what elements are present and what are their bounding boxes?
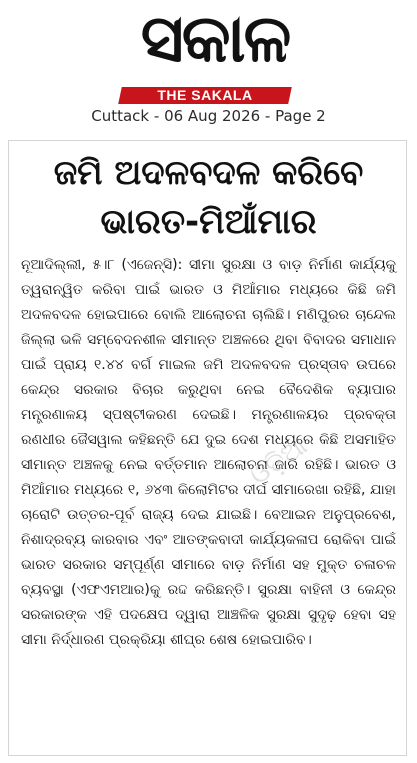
dateline: Cuttack - 06 Aug 2026 - Page 2 <box>91 107 326 125</box>
article-headline <box>9 149 407 247</box>
logo-tagline: THE SAKALA <box>157 87 253 103</box>
headline-line-2: ଭାରତ-ମିଆଁମାର <box>100 202 317 242</box>
newspaper-logo: ସକାଳ <box>140 0 290 77</box>
watermark: ଓଡ଼ିଆ <box>244 430 313 492</box>
masthead <box>0 0 417 102</box>
article-clipping <box>8 140 407 756</box>
headline-line-1: ଜମି ଅଦଳବଦଳ କରିବେ <box>53 153 364 193</box>
article-body: ନୂଆଦିଲ୍ଲୀ, ୫।୮ (ଏଜେନ୍ସି): ସୀମା ସୁରକ୍ଷା ଓ ବାଡ଼ ନିର୍ମାଣ କାର୍ଯ୍ୟକୁ ତ୍ୱରାନ୍ୱିତ କରିବା ପାଇଁ ଭାରତ ଓ ମିଆଁମାର ମଧ୍ୟରେ କିଛି ଜମି ଅଦଳବଦଳ ହୋଇପାରେ ବୋଲି ଆଲୋଚନା ଚାଲିଛି। ମଣିପୁରର ଚାନ୍ଦେଲ ଜିଲ୍ଲା ଭଳି ସମ୍ବେଦନଶୀଳ ସୀମାନ୍ତ ଅଞ୍ଚଳରେ ଥିବା ବିବାଦର ସମାଧାନ ପାଇଁ ପ୍ରାୟ ୧.୪୪ ବର୍ଗ ମାଇଲ ଜମି ଅଦଳବଦଳ ପ୍ରସ୍ତାବ ଉପରେ କେନ୍ଦ୍ର ସରକାର ବିଚାର କରୁଥିବା ନେଇ ବୈଦେଶିକ ବ୍ୟାପାର ମନ୍ତ୍ରଣାଳୟ ସ୍ପଷ୍ଟୀକରଣ ଦେଇଛି। ମନ୍ତ୍ରଣାଳୟର ପ୍ରବକ୍ତା ରଣଧୀର ଜୈସୱାଲ କହିଛନ୍ତି ଯେ ଦୁଇ ଦେଶ ମଧ୍ୟରେ କିଛି ଅସମାହିତ ସୀମାନ୍ତ ଅଞ୍ଚଳକୁ ନେଇ ବର୍ତ୍ତମାନ ଆଲୋଚନା ଜାରି ରହିଛି। ଭାରତ ଓ ମିଆଁମାର ମଧ୍ୟରେ ୧, ୬୪୩ କିଲୋମିଟର ଦୀର୍ଘ ସୀମାରେଖା ରହିଛି, ଯାହା ଚାରୋଟି ଉତ୍ତର-ପୂର୍ବ ରାଜ୍ୟ ଦେଇ ଯାଇଛି। ବେଆଇନ ଅନୁପ୍ରବେଶ, ନିଶାଦ୍ରବ୍ୟ କାରବାର ଏବଂ ଆତଙ୍କବାଦୀ କାର୍ଯ୍ୟକଳାପ ରୋକିବା ପାଇଁ ଭାରତ ସରକାର ସମ୍ପୂର୍ଣ୍ଣ ସୀମାରେ ବାଡ଼ ନିର୍ମାଣ ସହ ମୁକ୍ତ ଚଳାଚଳ ବ୍ୟବସ୍ଥା (ଏଫଏମଆର)କୁ ରଦ୍ଦ କରିଛନ୍ତି। ସୁରକ୍ଷା ବାହିନୀ ଓ କେନ୍ଦ୍ର ସରକାରଙ୍କ ଏହି ପଦକ୍ଷେପ ଦ୍ୱାରା ଆଞ୍ଚଳିକ ସୁରକ୍ଷା ସୁଦୃଢ଼ ହେବା ସହ ସୀମା ନିର୍ଦ୍ଧାରଣ ପ୍ରକ୍ରିୟା ଶୀଘ୍ର ଶେଷ ହୋଇପାରିବ। <box>21 257 396 648</box>
